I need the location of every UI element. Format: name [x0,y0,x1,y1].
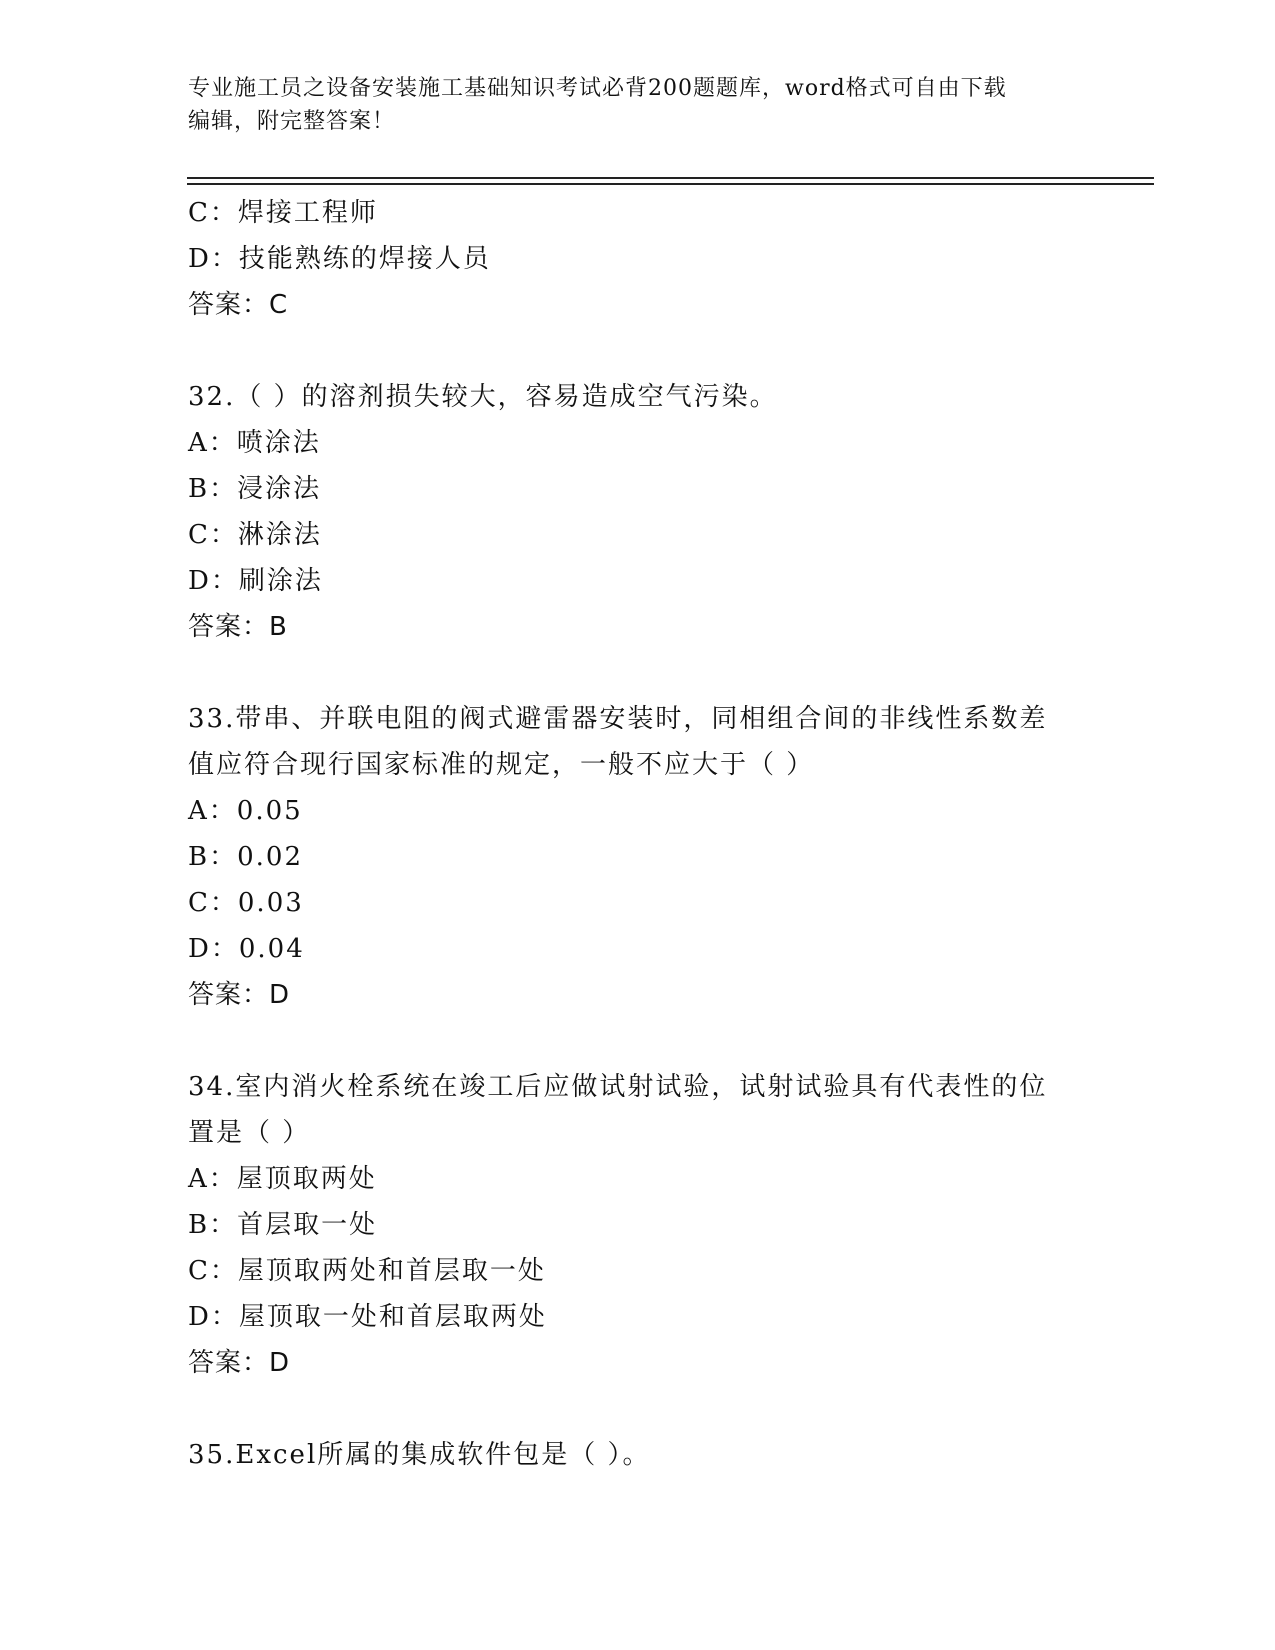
option-d: D：0.04 [188,934,305,964]
question-stem-line-2: 置是（ ） [188,1118,311,1148]
option-c: C：淋涂法 [188,520,322,550]
option-b: B：首层取一处 [188,1210,378,1240]
question-32 [188,374,1088,650]
spacer [188,1386,1088,1432]
option-b: B：浸涂法 [188,474,322,504]
option-b: B：0.02 [188,842,303,872]
header-line-2: 编辑，附完整答案！ [188,109,396,134]
question-list [188,190,1088,1478]
question-31-tail [188,190,1088,328]
option-c: C：屋顶取两处和首层取一处 [188,1256,546,1286]
question-stem: 32.（ ）的溶剂损失较大，容易造成空气污染。 [188,382,778,412]
question-34 [188,1064,1088,1386]
question-33 [188,696,1088,1018]
answer: 答案：D [188,1348,291,1378]
question-stem: 35.Excel所属的集成软件包是（ ）。 [188,1440,651,1470]
header-line-1: 专业施工员之设备安装施工基础知识考试必背200题题库，word格式可自由下载 [188,76,1007,101]
option-d: D：技能熟练的焊接人员 [188,244,491,274]
question-35 [188,1432,1088,1478]
spacer [188,650,1088,696]
spacer [188,1018,1088,1064]
option-c: C：0.03 [188,888,304,918]
option-a: A：屋顶取两处 [188,1164,377,1194]
header-divider-bottom [187,183,1154,185]
answer: 答案：B [188,612,288,642]
question-stem-line-2: 值应符合现行国家标准的规定，一般不应大于（ ） [188,750,815,780]
option-d: D：屋顶取一处和首层取两处 [188,1302,547,1332]
option-c: C：焊接工程师 [188,198,378,228]
option-a: A：喷涂法 [188,428,321,458]
question-stem-line-1: 34.室内消火栓系统在竣工后应做试射试验，试射试验具有代表性的位 [188,1072,1048,1102]
header-divider-top [187,177,1154,179]
answer: 答案：C [188,290,289,320]
option-d: D：刷涂法 [188,566,323,596]
spacer [188,328,1088,374]
question-stem-line-1: 33.带串、并联电阻的阀式避雷器安装时，同相组合间的非线性系数差 [188,704,1048,734]
answer: 答案：D [188,980,291,1010]
option-a: A：0.05 [188,796,303,826]
document-header [188,72,1088,138]
